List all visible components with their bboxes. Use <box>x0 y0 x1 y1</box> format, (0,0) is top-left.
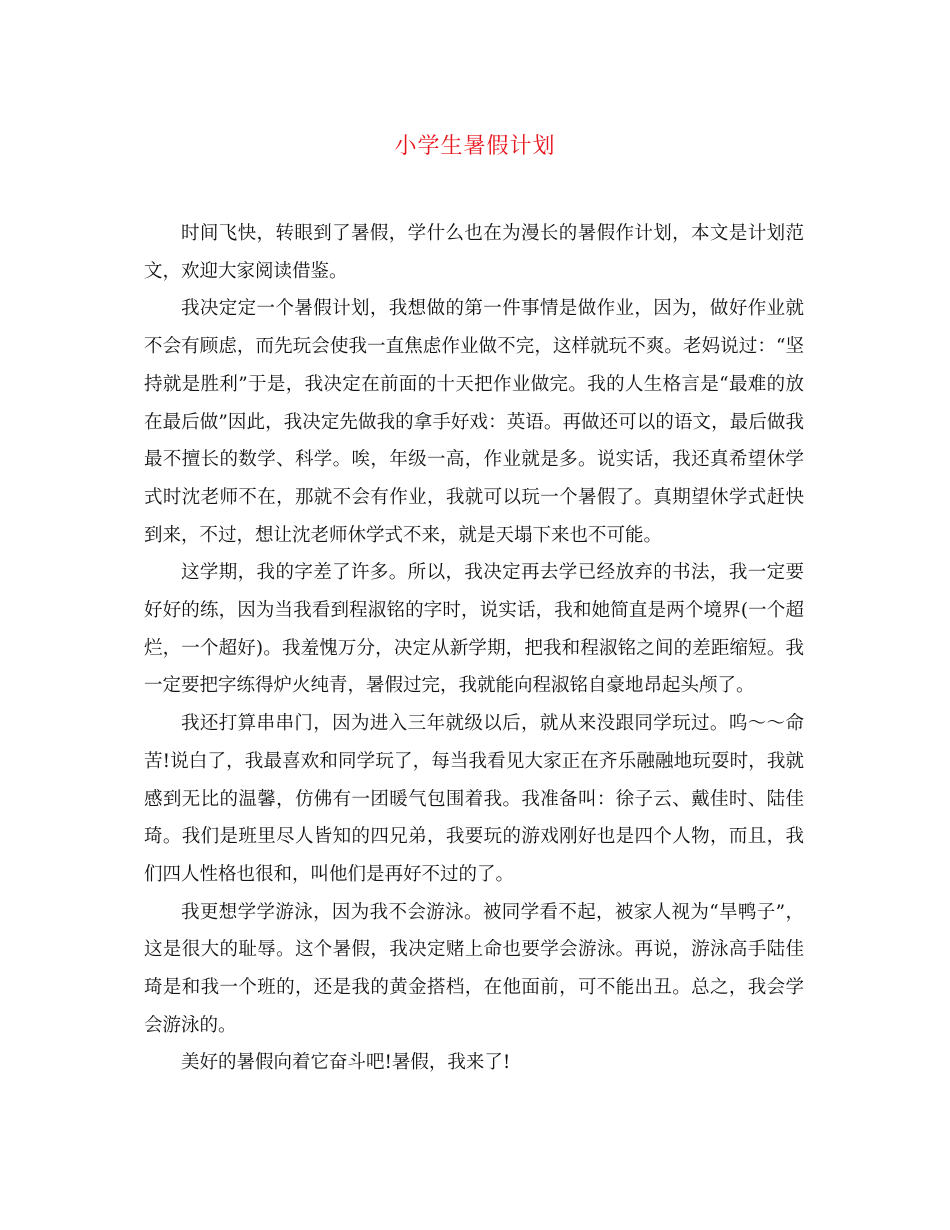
paragraph-visiting: 我还打算串串门，因为进入三年就级以后，就从来没跟同学玩过。呜～～命苦!说白了，我最喜欢和同学玩了，每当我看见大家正在齐乐融融地玩耍时，我就感到无比的温馨，仿佛有一团暖气包围着我。我准备叫：徐子云、戴佳时、陆佳琦。我们是班里尽人皆知的四兄弟，我要玩的游戏刚好也是四个人物，而且，我们四人性格也很和，叫他们是再好不过的了。 <box>144 713 804 885</box>
paragraph-calligraphy: 这学期，我的字差了许多。所以，我决定再去学已经放弃的书法，我一定要好好的练，因为当我看到程淑铭的字时，说实话，我和她简直是两个境界(一个超烂，一个超好)。我羞愧万分，决定从新学期，把我和程淑铭之间的差距缩短。我一定要把字练得炉火纯青，暑假过完，我就能向程淑铭自豪地昂起头颅了。 <box>144 562 804 697</box>
document-title: 小学生暑假计划 <box>394 134 556 159</box>
document-body <box>144 215 804 1082</box>
paragraph-closing: 美好的暑假向着它奋斗吧!暑假，我来了! <box>181 1052 511 1074</box>
paragraph-intro: 时间飞快，转眼到了暑假，学什么也在为漫长的暑假作计划，本文是计划范文，欢迎大家阅读借鉴。 <box>144 223 804 282</box>
paragraph-homework: 我决定定一个暑假计划，我想做的第一件事情是做作业，因为，做好作业就不会有顾虑，而先玩会使我一直焦虑作业做不完，这样就玩不爽。老妈说过：“坚持就是胜利”于是，我决定在前面的十天把作业做完。我的人生格言是“最难的放在最后做”因此，我决定先做我的拿手好戏：英语。再做还可以的语文，最后做我最不擅长的数学、科学。唉，年级一高，作业就是多。说实话，我还真希望休学式时沈老师不在，那就不会有作业，我就可以玩一个暑假了。真期望休学式赶快到来，不过，想让沈老师休学式不来，就是天塌下来也不可能。 <box>144 298 804 546</box>
paragraph-swimming: 我更想学学游泳，因为我不会游泳。被同学看不起，被家人视为“旱鸭子”，这是很大的耻辱。这个暑假，我决定赌上命也要学会游泳。再说，游泳高手陆佳琦是和我一个班的，还是我的黄金搭档，在他面前，可不能出丑。总之，我会学会游泳的。 <box>144 901 804 1036</box>
